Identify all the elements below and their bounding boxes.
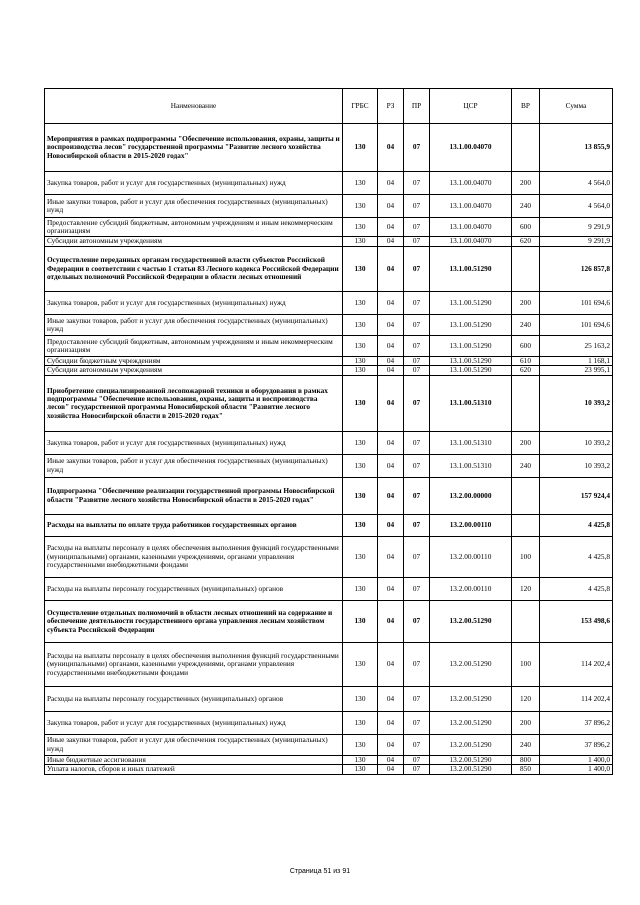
cell-csr: 13.1.00.51310: [430, 454, 512, 477]
cell-pr: 07: [404, 218, 430, 237]
cell-name: Закупка товаров, работ и услуг для государственных (муниципальных) нужд: [45, 292, 343, 315]
cell-sum: 9 291,9: [540, 218, 613, 237]
cell-rz: 04: [378, 431, 404, 454]
table-row: [45, 218, 613, 237]
cell-sum: 23 995,1: [540, 366, 613, 375]
cell-vr: 620: [512, 237, 540, 247]
cell-rz: 04: [378, 477, 404, 514]
table-row: [45, 195, 613, 218]
cell-csr: 13.1.00.51290: [430, 292, 512, 315]
cell-pr: 07: [404, 711, 430, 734]
cell-name: Иные закупки товаров, работ и услуг для обеспечения государственных (муниципальных) нужд: [45, 454, 343, 477]
cell-pr: 07: [404, 247, 430, 292]
header-rz: РЗ: [378, 89, 404, 124]
table-row: [45, 642, 613, 686]
table-body: [45, 124, 613, 775]
cell-csr: 13.2.00.51290: [430, 734, 512, 755]
cell-sum: 25 163,2: [540, 336, 613, 357]
cell-rz: 04: [378, 642, 404, 686]
table-row: [45, 514, 613, 536]
cell-name: Иные закупки товаров, работ и услуг для обеспечения государственных (муниципальных) нужд: [45, 315, 343, 336]
cell-pr: 07: [404, 357, 430, 366]
cell-pr: 07: [404, 292, 430, 315]
cell-sum: 126 857,8: [540, 247, 613, 292]
cell-grbs: 130: [343, 237, 378, 247]
cell-vr: 610: [512, 357, 540, 366]
cell-sum: 153 498,6: [540, 600, 613, 642]
cell-name: Расходы на выплаты персоналу государственных (муниципальных) органов: [45, 686, 343, 711]
cell-name: Иные бюджетные ассигнования: [45, 755, 343, 764]
cell-pr: 07: [404, 755, 430, 764]
cell-csr: 13.2.00.51290: [430, 755, 512, 764]
cell-csr: 13.1.00.51290: [430, 366, 512, 375]
cell-vr: 600: [512, 336, 540, 357]
cell-sum: 37 896,2: [540, 734, 613, 755]
cell-sum: 1 168,1: [540, 357, 613, 366]
table-row: [45, 172, 613, 195]
header-grbs: ГРБС: [343, 89, 378, 124]
cell-sum: 10 393,2: [540, 431, 613, 454]
cell-name: Мероприятия в рамках подпрограммы "Обеспечение использования, охраны, защиты и воспроизводства лесов" государственной программы "Развитие лесного хозяйства Новосибирской области в 2015-2020 годах": [45, 124, 343, 172]
cell-grbs: 130: [343, 172, 378, 195]
cell-name: Предоставление субсидий бюджетным, автономным учреждениям и иным некоммерческим организациям: [45, 218, 343, 237]
cell-name: Уплата налогов, сборов и иных платежей: [45, 765, 343, 774]
cell-rz: 04: [378, 514, 404, 536]
cell-rz: 04: [378, 765, 404, 774]
table-row: [45, 357, 613, 366]
cell-vr: 200: [512, 292, 540, 315]
cell-rz: 04: [378, 711, 404, 734]
cell-vr: [512, 247, 540, 292]
cell-vr: 800: [512, 755, 540, 764]
cell-grbs: 130: [343, 218, 378, 237]
cell-sum: 4 564,0: [540, 195, 613, 218]
table-row: [45, 431, 613, 454]
cell-grbs: 130: [343, 357, 378, 366]
cell-vr: 240: [512, 734, 540, 755]
cell-rz: 04: [378, 172, 404, 195]
page-footer: Страница 51 из 91: [289, 868, 351, 875]
table-row: [45, 755, 613, 764]
cell-grbs: 130: [343, 124, 378, 172]
cell-vr: 240: [512, 315, 540, 336]
cell-pr: 07: [404, 195, 430, 218]
cell-sum: 4 425,8: [540, 536, 613, 577]
budget-table: [44, 88, 613, 775]
cell-grbs: 130: [343, 195, 378, 218]
table-row: [45, 336, 613, 357]
cell-grbs: 130: [343, 514, 378, 536]
cell-sum: 1 400,0: [540, 765, 613, 774]
cell-vr: [512, 477, 540, 514]
cell-rz: 04: [378, 366, 404, 375]
cell-pr: 07: [404, 734, 430, 755]
cell-csr: 13.2.00.51290: [430, 642, 512, 686]
cell-name: Предоставление субсидий бюджетным, автономным учреждениям и иным некоммерческим организациям: [45, 336, 343, 357]
cell-grbs: 130: [343, 642, 378, 686]
cell-name: Закупка товаров, работ и услуг для государственных (муниципальных) нужд: [45, 172, 343, 195]
cell-csr: 13.1.00.51290: [430, 336, 512, 357]
cell-vr: 200: [512, 172, 540, 195]
cell-sum: 10 393,2: [540, 454, 613, 477]
cell-sum: 4 564,0: [540, 172, 613, 195]
cell-csr: 13.1.00.04070: [430, 218, 512, 237]
cell-sum: 101 694,6: [540, 292, 613, 315]
table-row: [45, 711, 613, 734]
cell-pr: 07: [404, 686, 430, 711]
cell-pr: 07: [404, 765, 430, 774]
table-row: [45, 124, 613, 172]
cell-vr: 200: [512, 711, 540, 734]
cell-sum: 114 202,4: [540, 642, 613, 686]
cell-name: Субсидии автономным учреждениям: [45, 366, 343, 375]
cell-pr: 07: [404, 577, 430, 600]
cell-sum: 13 855,9: [540, 124, 613, 172]
cell-rz: 04: [378, 755, 404, 764]
cell-name: Приобретение специализированной лесопожарной техники и оборудования в рамках подпрограммы "Обеспечение использования, охраны, защиты и воспроизводства лесов" государственной программы Новосибирской области "Развитие лесного хозяйства Новосибирской области в 2015-2020 годах": [45, 375, 343, 431]
cell-grbs: 130: [343, 477, 378, 514]
cell-grbs: 130: [343, 734, 378, 755]
table-row: [45, 454, 613, 477]
table-row: [45, 765, 613, 774]
cell-grbs: 130: [343, 536, 378, 577]
cell-vr: 240: [512, 195, 540, 218]
table-row: [45, 292, 613, 315]
cell-pr: 07: [404, 366, 430, 375]
table-row: [45, 600, 613, 642]
cell-grbs: 130: [343, 366, 378, 375]
table-row: [45, 366, 613, 375]
cell-sum: 101 694,6: [540, 315, 613, 336]
table-row: [45, 247, 613, 292]
cell-rz: 04: [378, 292, 404, 315]
cell-name: Субсидии автономным учреждениям: [45, 237, 343, 247]
cell-pr: 07: [404, 642, 430, 686]
cell-pr: 07: [404, 315, 430, 336]
cell-rz: 04: [378, 536, 404, 577]
table-row: [45, 315, 613, 336]
cell-sum: 37 896,2: [540, 711, 613, 734]
cell-sum: 1 400,0: [540, 755, 613, 764]
table-row: [45, 375, 613, 431]
table-row: [45, 686, 613, 711]
cell-rz: 04: [378, 375, 404, 431]
cell-vr: [512, 124, 540, 172]
cell-rz: 04: [378, 218, 404, 237]
cell-name: Субсидии бюджетным учреждениям: [45, 357, 343, 366]
table-header-row: [45, 89, 613, 124]
cell-csr: 13.2.00.51290: [430, 765, 512, 774]
cell-csr: 13.2.00.00110: [430, 577, 512, 600]
cell-name: Подпрограмма "Обеспечение реализации государственной программы Новосибирской области "Развитие лесного хозяйства Новосибирской области в 2015-2020 годах": [45, 477, 343, 514]
cell-rz: 04: [378, 577, 404, 600]
cell-csr: 13.1.00.51290: [430, 315, 512, 336]
cell-name: Расходы на выплаты персоналу в целях обеспечения выполнения функций государственными (муниципальными) органами, казенными учреждениями, органами управления государственными внебюджетными фондами: [45, 642, 343, 686]
cell-csr: 13.2.00.00110: [430, 536, 512, 577]
table-row: [45, 734, 613, 755]
cell-csr: 13.1.00.51310: [430, 431, 512, 454]
cell-grbs: 130: [343, 336, 378, 357]
cell-csr: 13.1.00.04070: [430, 195, 512, 218]
header-csr: ЦСР: [430, 89, 512, 124]
table-row: [45, 577, 613, 600]
cell-name: Иные закупки товаров, работ и услуг для обеспечения государственных (муниципальных) нужд: [45, 734, 343, 755]
cell-sum: 4 425,8: [540, 577, 613, 600]
cell-name: Закупка товаров, работ и услуг для государственных (муниципальных) нужд: [45, 711, 343, 734]
cell-grbs: 130: [343, 454, 378, 477]
cell-sum: 4 425,8: [540, 514, 613, 536]
header-pr: ПР: [404, 89, 430, 124]
cell-pr: 07: [404, 600, 430, 642]
cell-grbs: 130: [343, 577, 378, 600]
cell-sum: 114 202,4: [540, 686, 613, 711]
cell-grbs: 130: [343, 292, 378, 315]
cell-csr: 13.2.00.51290: [430, 686, 512, 711]
cell-grbs: 130: [343, 247, 378, 292]
header-name: Наименование: [45, 89, 343, 124]
cell-name: Расходы на выплаты по оплате труда работников государственных органов: [45, 514, 343, 536]
cell-grbs: 130: [343, 686, 378, 711]
cell-pr: 07: [404, 431, 430, 454]
cell-vr: 100: [512, 536, 540, 577]
cell-pr: 07: [404, 336, 430, 357]
cell-csr: 13.2.00.51290: [430, 711, 512, 734]
cell-pr: 07: [404, 454, 430, 477]
table-row: [45, 237, 613, 247]
cell-csr: 13.1.00.51290: [430, 357, 512, 366]
cell-csr: 13.1.00.51310: [430, 375, 512, 431]
cell-rz: 04: [378, 454, 404, 477]
cell-rz: 04: [378, 357, 404, 366]
cell-vr: 620: [512, 366, 540, 375]
cell-rz: 04: [378, 237, 404, 247]
cell-vr: 120: [512, 686, 540, 711]
cell-csr: 13.2.00.00000: [430, 477, 512, 514]
cell-pr: 07: [404, 375, 430, 431]
cell-sum: 9 291,9: [540, 237, 613, 247]
cell-rz: 04: [378, 600, 404, 642]
table-row: [45, 536, 613, 577]
cell-grbs: 130: [343, 375, 378, 431]
cell-pr: 07: [404, 237, 430, 247]
cell-csr: 13.2.00.00110: [430, 514, 512, 536]
cell-rz: 04: [378, 315, 404, 336]
cell-vr: [512, 375, 540, 431]
cell-vr: 600: [512, 218, 540, 237]
cell-pr: 07: [404, 477, 430, 514]
cell-vr: 240: [512, 454, 540, 477]
cell-name: Закупка товаров, работ и услуг для государственных (муниципальных) нужд: [45, 431, 343, 454]
cell-name: Расходы на выплаты персоналу государственных (муниципальных) органов: [45, 577, 343, 600]
cell-csr: 13.2.00.51290: [430, 600, 512, 642]
cell-grbs: 130: [343, 765, 378, 774]
cell-pr: 07: [404, 536, 430, 577]
cell-csr: 13.1.00.04070: [430, 172, 512, 195]
cell-grbs: 130: [343, 711, 378, 734]
cell-vr: 200: [512, 431, 540, 454]
header-vr: ВР: [512, 89, 540, 124]
cell-grbs: 130: [343, 600, 378, 642]
cell-rz: 04: [378, 734, 404, 755]
cell-vr: [512, 600, 540, 642]
cell-pr: 07: [404, 124, 430, 172]
cell-vr: 120: [512, 577, 540, 600]
cell-sum: 10 393,2: [540, 375, 613, 431]
cell-grbs: 130: [343, 431, 378, 454]
cell-sum: 157 924,4: [540, 477, 613, 514]
cell-rz: 04: [378, 336, 404, 357]
cell-csr: 13.1.00.51290: [430, 247, 512, 292]
cell-pr: 07: [404, 514, 430, 536]
cell-name: Осуществление переданных органам государственной власти субъектов Российской Федерации в соответствии с частью 1 статьи 83 Лесного кодекса Российской Федерации отдельных полномочий Российской Федерации в области лесных отношений: [45, 247, 343, 292]
cell-grbs: 130: [343, 315, 378, 336]
cell-name: Расходы на выплаты персоналу в целях обеспечения выполнения функций государственными (муниципальными) органами, казенными учреждениями, органами управления государственными внебюджетными фондами: [45, 536, 343, 577]
cell-grbs: 130: [343, 755, 378, 764]
cell-vr: 850: [512, 765, 540, 774]
header-sum: Сумма: [540, 89, 613, 124]
cell-csr: 13.1.00.04070: [430, 124, 512, 172]
cell-rz: 04: [378, 124, 404, 172]
cell-name: Иные закупки товаров, работ и услуг для обеспечения государственных (муниципальных) нужд: [45, 195, 343, 218]
cell-pr: 07: [404, 172, 430, 195]
table-row: [45, 477, 613, 514]
cell-rz: 04: [378, 686, 404, 711]
cell-name: Осуществление отдельных полномочий в области лесных отношений на содержание и обеспечение деятельности государственного органа управления лесным хозяйством субъекта Российской Федерации: [45, 600, 343, 642]
cell-rz: 04: [378, 247, 404, 292]
cell-vr: 100: [512, 642, 540, 686]
cell-csr: 13.1.00.04070: [430, 237, 512, 247]
cell-vr: [512, 514, 540, 536]
cell-rz: 04: [378, 195, 404, 218]
